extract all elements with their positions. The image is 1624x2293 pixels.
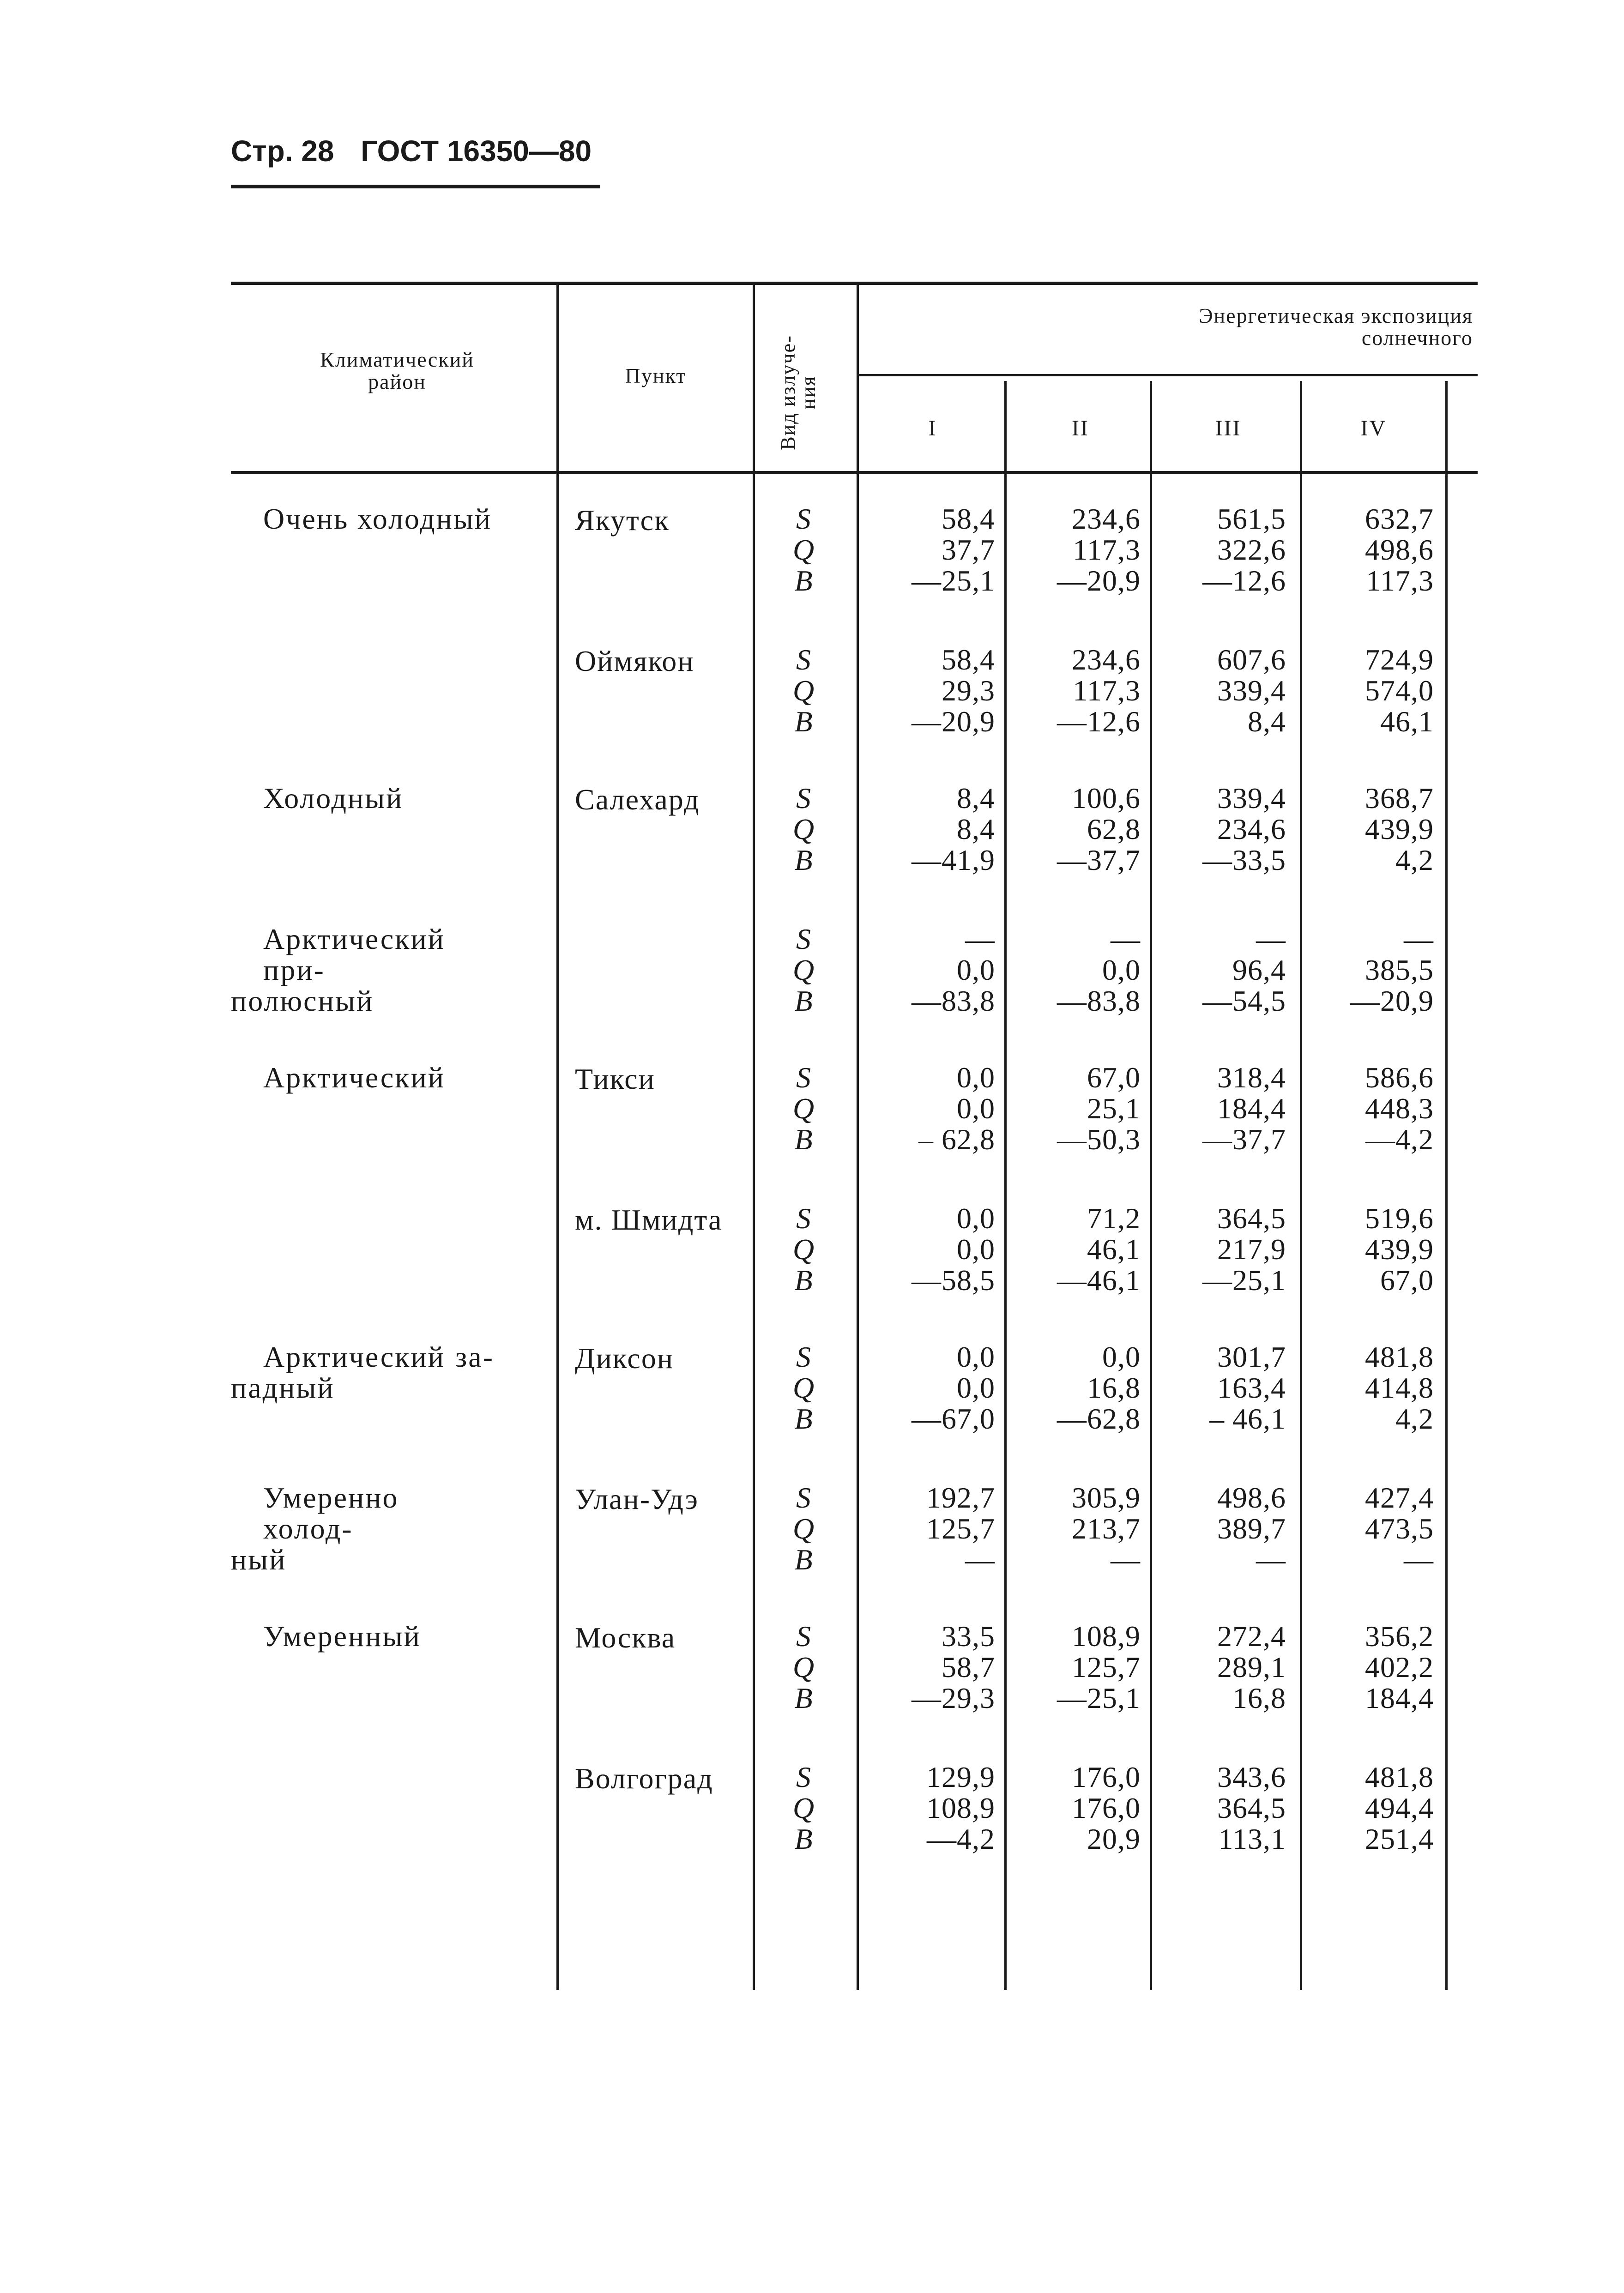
exposure-value: 46,1	[1380, 705, 1434, 738]
exposure-value: 0,0	[957, 1061, 995, 1094]
header-rule	[231, 185, 600, 188]
exposure-value: 25,1	[1087, 1092, 1141, 1125]
exposure-value: —	[965, 1543, 995, 1576]
exposure-value-cell	[857, 503, 995, 596]
exposure-value-cell	[1147, 1062, 1286, 1155]
exposure-value: —50,3	[1057, 1123, 1141, 1156]
exposure-value: 108,9	[926, 1792, 995, 1824]
exposure-value: 8,4	[957, 813, 995, 845]
climatic-region	[231, 1340, 494, 1405]
radiation-type: Q	[792, 1651, 815, 1684]
exposure-value: —25,1	[1057, 1682, 1141, 1714]
radiation-type-cell	[785, 923, 822, 1016]
exposure-table	[231, 282, 1478, 1990]
exposure-value: —12,6	[1202, 564, 1286, 597]
radiation-type-cell	[785, 503, 822, 596]
header-month-2: II	[1072, 416, 1089, 440]
exposure-value-cell	[1002, 1621, 1141, 1714]
header-region-line1: Климатический	[320, 348, 474, 371]
exposure-value: 184,4	[1365, 1682, 1434, 1714]
exposure-value-cell	[857, 1762, 995, 1854]
exposure-value: —67,0	[912, 1402, 995, 1435]
header-exposure-line2: солнечного	[1361, 326, 1473, 350]
station-name: Якутск	[575, 504, 670, 537]
climatic-region-line: Умеренно холод-	[263, 1481, 399, 1545]
exposure-value: 117,3	[1073, 674, 1141, 707]
exposure-value-cell	[1002, 1203, 1141, 1296]
exposure-value: 71,2	[1087, 1202, 1141, 1235]
exposure-value: 67,0	[1087, 1061, 1141, 1094]
exposure-value: 46,1	[1087, 1233, 1141, 1266]
exposure-value: 117,3	[1366, 564, 1434, 597]
exposure-value-cell	[1002, 644, 1141, 737]
exposure-value: 318,4	[1217, 1061, 1286, 1094]
radiation-type: Q	[792, 1233, 815, 1266]
exposure-value: 439,9	[1365, 813, 1434, 845]
radiation-type: B	[794, 984, 813, 1017]
exposure-value-cell	[1295, 503, 1434, 596]
exposure-value: 192,7	[926, 1481, 995, 1514]
exposure-value: —	[1404, 923, 1434, 955]
header-region	[249, 349, 545, 393]
exposure-value: 0,0	[957, 1371, 995, 1404]
exposure-value-cell	[857, 1062, 995, 1155]
exposure-value: 20,9	[1087, 1822, 1141, 1855]
exposure-value: 0,0	[1102, 953, 1141, 986]
exposure-value-cell	[1147, 1762, 1286, 1854]
exposure-value: 176,0	[1072, 1761, 1141, 1793]
station-name: Волгоград	[575, 1762, 713, 1795]
exposure-value-cell	[1147, 503, 1286, 596]
exposure-value-cell	[1295, 783, 1434, 875]
exposure-value: 561,5	[1217, 502, 1286, 535]
radiation-type: B	[794, 1822, 813, 1855]
exposure-value: 16,8	[1087, 1371, 1141, 1404]
exposure-value: —25,1	[1202, 1264, 1286, 1297]
exposure-value-cell	[1147, 644, 1286, 737]
exposure-value: 58,4	[942, 502, 995, 535]
col-divider-6	[1300, 381, 1302, 1990]
exposure-value: —12,6	[1057, 705, 1141, 738]
exposure-value: —29,3	[912, 1682, 995, 1714]
radiation-type-cell	[785, 644, 822, 737]
station-name: Салехард	[575, 783, 700, 816]
exposure-value-cell	[857, 644, 995, 737]
climatic-region-line: Арктический	[263, 1061, 445, 1094]
header-type-line1: Вид излуче-	[777, 335, 799, 450]
radiation-type-cell	[785, 1203, 822, 1296]
exposure-value: 108,9	[1072, 1620, 1141, 1653]
radiation-type-cell	[785, 783, 822, 875]
exposure-value: 234,6	[1072, 643, 1141, 676]
exposure-value: 129,9	[926, 1761, 995, 1793]
exposure-value: 339,4	[1217, 674, 1286, 707]
exposure-value: —41,9	[912, 844, 995, 876]
exposure-value-cell	[1295, 1621, 1434, 1714]
exposure-value: 586,6	[1365, 1061, 1434, 1094]
exposure-value: 498,6	[1365, 533, 1434, 566]
exposure-value-cell	[1002, 503, 1141, 596]
exposure-value-cell	[1147, 1621, 1286, 1714]
exposure-value: —20,9	[912, 705, 995, 738]
exposure-value: 473,5	[1365, 1512, 1434, 1545]
exposure-value: 8,4	[1248, 705, 1286, 738]
climatic-region-line: Арктический за-	[263, 1340, 494, 1373]
radiation-type: S	[796, 502, 811, 535]
exposure-value: 494,4	[1365, 1792, 1434, 1824]
exposure-value: 607,6	[1217, 643, 1286, 676]
exposure-value: 339,4	[1217, 782, 1286, 815]
exposure-value: 16,8	[1232, 1682, 1286, 1714]
station-name: Оймякон	[575, 645, 694, 677]
page-number: Стр. 28	[231, 134, 334, 168]
radiation-type: B	[794, 564, 813, 597]
exposure-value: 481,8	[1365, 1761, 1434, 1793]
climatic-region	[263, 503, 494, 534]
exposure-value: 0,0	[1102, 1340, 1141, 1373]
exposure-value-cell	[1147, 1341, 1286, 1434]
exposure-value: 0,0	[957, 953, 995, 986]
header-exposure	[1081, 305, 1473, 350]
exposure-value: —20,9	[1350, 984, 1434, 1017]
exposure-value-cell	[1295, 923, 1434, 1016]
exposure-value: —37,7	[1057, 844, 1141, 876]
exposure-value-cell	[1295, 1203, 1434, 1296]
exposure-value-cell	[1295, 1762, 1434, 1854]
exposure-value: 100,6	[1072, 782, 1141, 815]
exposure-value: 234,6	[1217, 813, 1286, 845]
exposure-value: – 62,8	[918, 1123, 995, 1156]
header-type-line2: ния	[797, 375, 820, 410]
exposure-value: – 46,1	[1209, 1402, 1286, 1435]
exposure-value: —20,9	[1057, 564, 1141, 597]
radiation-type: S	[796, 1620, 811, 1653]
header-radiation-type	[778, 302, 829, 483]
exposure-value: 0,0	[957, 1233, 995, 1266]
exposure-value: 414,8	[1365, 1371, 1434, 1404]
exposure-value-cell	[1295, 1062, 1434, 1155]
exposure-value: 117,3	[1073, 533, 1141, 566]
exposure-value: 125,7	[1072, 1651, 1141, 1684]
radiation-type: Q	[792, 1371, 815, 1404]
exposure-value: 234,6	[1072, 502, 1141, 535]
radiation-type: S	[796, 1481, 811, 1514]
radiation-type: Q	[792, 1512, 815, 1545]
exposure-value: —	[965, 923, 995, 955]
header-exposure-line1: Энергетическая экспозиция	[1199, 304, 1473, 327]
exposure-value-cell	[1295, 1482, 1434, 1575]
exposure-value: 67,0	[1380, 1264, 1434, 1297]
header-month-1: I	[928, 416, 937, 440]
exposure-value: 389,7	[1217, 1512, 1286, 1545]
exposure-value: 163,4	[1217, 1371, 1286, 1404]
header-bottom-rule	[231, 471, 1478, 474]
climatic-region-line: Умеренный	[263, 1620, 421, 1653]
climatic-region	[231, 1481, 494, 1576]
exposure-value: 343,6	[1217, 1761, 1286, 1793]
header-region-line2: район	[368, 370, 426, 394]
header-month-3: III	[1215, 416, 1242, 440]
exposure-value: 439,9	[1365, 1233, 1434, 1266]
exposure-value: 724,9	[1365, 643, 1434, 676]
exposure-value: 364,5	[1217, 1792, 1286, 1824]
exposure-value-cell	[1295, 1341, 1434, 1434]
exposure-value: —4,2	[1365, 1123, 1434, 1156]
header-point	[563, 365, 748, 387]
climatic-region	[263, 783, 494, 814]
exposure-value-cell	[857, 1621, 995, 1714]
exposure-value: 0,0	[957, 1340, 995, 1373]
exposure-value: 519,6	[1365, 1202, 1434, 1235]
exposure-value: 574,0	[1365, 674, 1434, 707]
col-divider-2	[753, 282, 755, 1990]
radiation-type: Q	[792, 1792, 815, 1824]
col-divider-4	[1004, 381, 1007, 1990]
radiation-type-cell	[785, 1341, 822, 1434]
climatic-region	[263, 1062, 494, 1093]
exposure-value: —	[1111, 923, 1141, 955]
radiation-type: Q	[792, 674, 815, 707]
climatic-region	[231, 923, 494, 1018]
exposure-value: 58,7	[942, 1651, 995, 1684]
exposure-value: 58,4	[942, 643, 995, 676]
exposure-value: 289,1	[1217, 1651, 1286, 1684]
col-divider-5	[1150, 381, 1152, 1990]
exposure-value: 368,7	[1365, 782, 1434, 815]
radiation-type-cell	[785, 1762, 822, 1854]
exposure-value: 251,4	[1365, 1822, 1434, 1855]
radiation-type: B	[794, 844, 813, 876]
radiation-type: Q	[792, 533, 815, 566]
radiation-type: S	[796, 1061, 811, 1094]
exposure-value: 0,0	[957, 1092, 995, 1125]
exposure-value: 356,2	[1365, 1620, 1434, 1653]
station-name: Тикси	[575, 1062, 655, 1095]
exposure-value: —4,2	[927, 1822, 995, 1855]
climatic-region-line: Холодный	[263, 782, 404, 815]
exposure-value: —	[1111, 1543, 1141, 1576]
exposure-value: 29,3	[942, 674, 995, 707]
exposure-value: 8,4	[957, 782, 995, 815]
exposure-value-cell	[1147, 783, 1286, 875]
radiation-type: S	[796, 1340, 811, 1373]
radiation-type: B	[794, 1543, 813, 1576]
exposure-value: 322,6	[1217, 533, 1286, 566]
radiation-type: Q	[792, 953, 815, 986]
exposure-value: —83,8	[912, 984, 995, 1017]
exposure-value-cell	[857, 1341, 995, 1434]
climatic-region-line: ный	[231, 1543, 287, 1576]
exposure-value: 62,8	[1087, 813, 1141, 845]
radiation-type: S	[796, 643, 811, 676]
climatic-region-line: полюсный	[231, 984, 374, 1018]
radiation-type: B	[794, 1682, 813, 1714]
exposure-value: 301,7	[1217, 1340, 1286, 1373]
exposure-value-cell	[1002, 1341, 1141, 1434]
radiation-type: S	[796, 1761, 811, 1793]
exposure-value: 632,7	[1365, 502, 1434, 535]
exposure-value: —	[1404, 1543, 1434, 1576]
standard-number: ГОСТ 16350—80	[361, 134, 592, 168]
radiation-type-cell	[785, 1621, 822, 1714]
exposure-value-cell	[857, 1482, 995, 1575]
exposure-value: 498,6	[1217, 1481, 1286, 1514]
exposure-value: 125,7	[926, 1512, 995, 1545]
radiation-type: S	[796, 782, 811, 815]
exposure-value: —37,7	[1202, 1123, 1286, 1156]
exposure-value: 184,4	[1217, 1092, 1286, 1125]
radiation-type-cell	[785, 1482, 822, 1575]
exposure-value-cell	[857, 1203, 995, 1296]
exposure-value-cell	[1147, 1482, 1286, 1575]
exposure-value-cell	[1002, 1762, 1141, 1854]
exposure-value-cell	[1002, 923, 1141, 1016]
exposure-value: —46,1	[1057, 1264, 1141, 1297]
climatic-region-line: падный	[231, 1371, 335, 1405]
exposure-value-cell	[857, 783, 995, 875]
climatic-region-line: Арктический при-	[263, 923, 445, 987]
exposure-value: —33,5	[1202, 844, 1286, 876]
exposure-value: 481,8	[1365, 1340, 1434, 1373]
exposure-value: 33,5	[942, 1620, 995, 1653]
exposure-value: —25,1	[912, 564, 995, 597]
radiation-type: B	[794, 705, 813, 738]
radiation-type: S	[796, 923, 811, 955]
exposure-value: —54,5	[1202, 984, 1286, 1017]
exposure-value: 427,4	[1365, 1481, 1434, 1514]
exposure-value-cell	[1002, 1482, 1141, 1575]
exposure-value: 96,4	[1232, 953, 1286, 986]
exposure-value: 4,2	[1395, 1402, 1434, 1435]
radiation-type: Q	[792, 1092, 815, 1125]
exposure-value: 37,7	[942, 533, 995, 566]
exposure-value: 272,4	[1217, 1620, 1286, 1653]
exposure-value: 4,2	[1395, 844, 1434, 876]
running-header	[231, 134, 592, 168]
radiation-type: B	[794, 1123, 813, 1156]
exposure-value: —	[1256, 923, 1286, 955]
exposure-value-cell	[1147, 923, 1286, 1016]
exposure-value-cell	[1147, 1203, 1286, 1296]
exposure-value: —58,5	[912, 1264, 995, 1297]
exposure-value: —62,8	[1057, 1402, 1141, 1435]
col-divider-1	[556, 282, 559, 1990]
exposure-value-cell	[857, 923, 995, 1016]
exposure-value: 448,3	[1365, 1092, 1434, 1125]
radiation-type: Q	[792, 813, 815, 845]
radiation-type: B	[794, 1264, 813, 1297]
exposure-value-cell	[1002, 783, 1141, 875]
table-top-rule	[231, 282, 1478, 285]
climatic-region	[263, 1621, 494, 1652]
radiation-type-cell	[785, 1062, 822, 1155]
radiation-type: S	[796, 1202, 811, 1235]
exposure-value-cell	[1002, 1062, 1141, 1155]
exposure-value: 305,9	[1072, 1481, 1141, 1514]
station-name: Диксон	[575, 1342, 674, 1375]
exposure-value: 217,9	[1217, 1233, 1286, 1266]
exposure-value: —	[1256, 1543, 1286, 1576]
climatic-region-line: Очень холодный	[263, 502, 492, 535]
station-name: Улан-Удэ	[575, 1483, 699, 1515]
station-name: м. Шмидта	[575, 1203, 723, 1236]
radiation-type: B	[794, 1402, 813, 1435]
station-name: Москва	[575, 1621, 676, 1654]
header-point-label: Пункт	[625, 364, 687, 387]
col-divider-7	[1445, 381, 1448, 1990]
exposure-value: 213,7	[1072, 1512, 1141, 1545]
exposure-value: 113,1	[1218, 1822, 1286, 1855]
exposure-value: 364,5	[1217, 1202, 1286, 1235]
exposure-value: 402,2	[1365, 1651, 1434, 1684]
exposure-value-cell	[1295, 644, 1434, 737]
header-month-4: IV	[1360, 416, 1387, 440]
exposure-value: 385,5	[1365, 953, 1434, 986]
exposure-value: 176,0	[1072, 1792, 1141, 1824]
exposure-value: —83,8	[1057, 984, 1141, 1017]
exposure-header-rule	[859, 374, 1478, 376]
exposure-value: 0,0	[957, 1202, 995, 1235]
